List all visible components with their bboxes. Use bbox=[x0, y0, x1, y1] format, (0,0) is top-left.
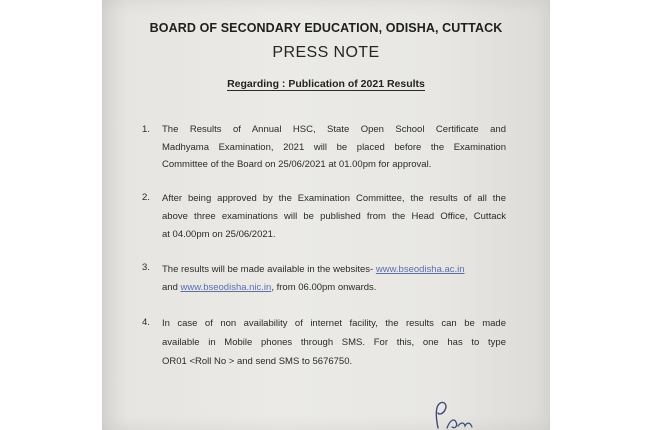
signature-mark bbox=[430, 398, 490, 430]
item-number: 4. bbox=[142, 317, 150, 328]
item-text: The results will be made available in the websites- bbox=[162, 264, 374, 275]
item-number: 1. bbox=[142, 124, 150, 135]
item-number: 3. bbox=[142, 262, 150, 273]
item-text: , from 06.00pm onwards. bbox=[271, 282, 377, 293]
website-link-bseodisha-ac-in[interactable]: www.bseodisha.ac.in bbox=[375, 264, 465, 275]
press-note-document bbox=[102, 0, 550, 430]
item-line: Madhyama Examination, 2021 will be placed before the Examination bbox=[162, 142, 506, 153]
item-line bbox=[162, 282, 376, 294]
item-line: The Results of Annual HSC, State Open School Certificate and bbox=[162, 124, 506, 135]
regarding-line bbox=[102, 78, 550, 90]
regarding-text: Regarding : Publication of 2021 Results bbox=[227, 78, 425, 90]
item-text: and bbox=[162, 282, 178, 293]
item-line: In case of non availability of internet facility, the results can be made bbox=[162, 318, 506, 329]
item-line: available in Mobile phones through SMS. For this, one has to type bbox=[162, 337, 506, 348]
item-number: 2. bbox=[142, 192, 150, 203]
item-line: at 04.00pm on 25/06/2021. bbox=[162, 229, 276, 240]
item-line: above three examinations will be published from the Head Office, Cuttack bbox=[162, 211, 506, 222]
item-line: Committee of the Board on 25/06/2021 at 01.00pm for approval. bbox=[162, 159, 432, 170]
document-title: PRESS NOTE bbox=[272, 44, 380, 61]
item-line: After being approved by the Examination Committee, the results of all the bbox=[162, 193, 506, 204]
website-link-bseodisha-nic-in[interactable]: www.bseodisha.nic.in bbox=[180, 282, 272, 293]
item-line bbox=[162, 264, 465, 276]
board-name: BOARD OF SECONDARY EDUCATION, ODISHA, CUTTACK bbox=[149, 21, 503, 35]
item-line: OR01 <Roll No > and send SMS to 5676750. bbox=[162, 356, 353, 367]
